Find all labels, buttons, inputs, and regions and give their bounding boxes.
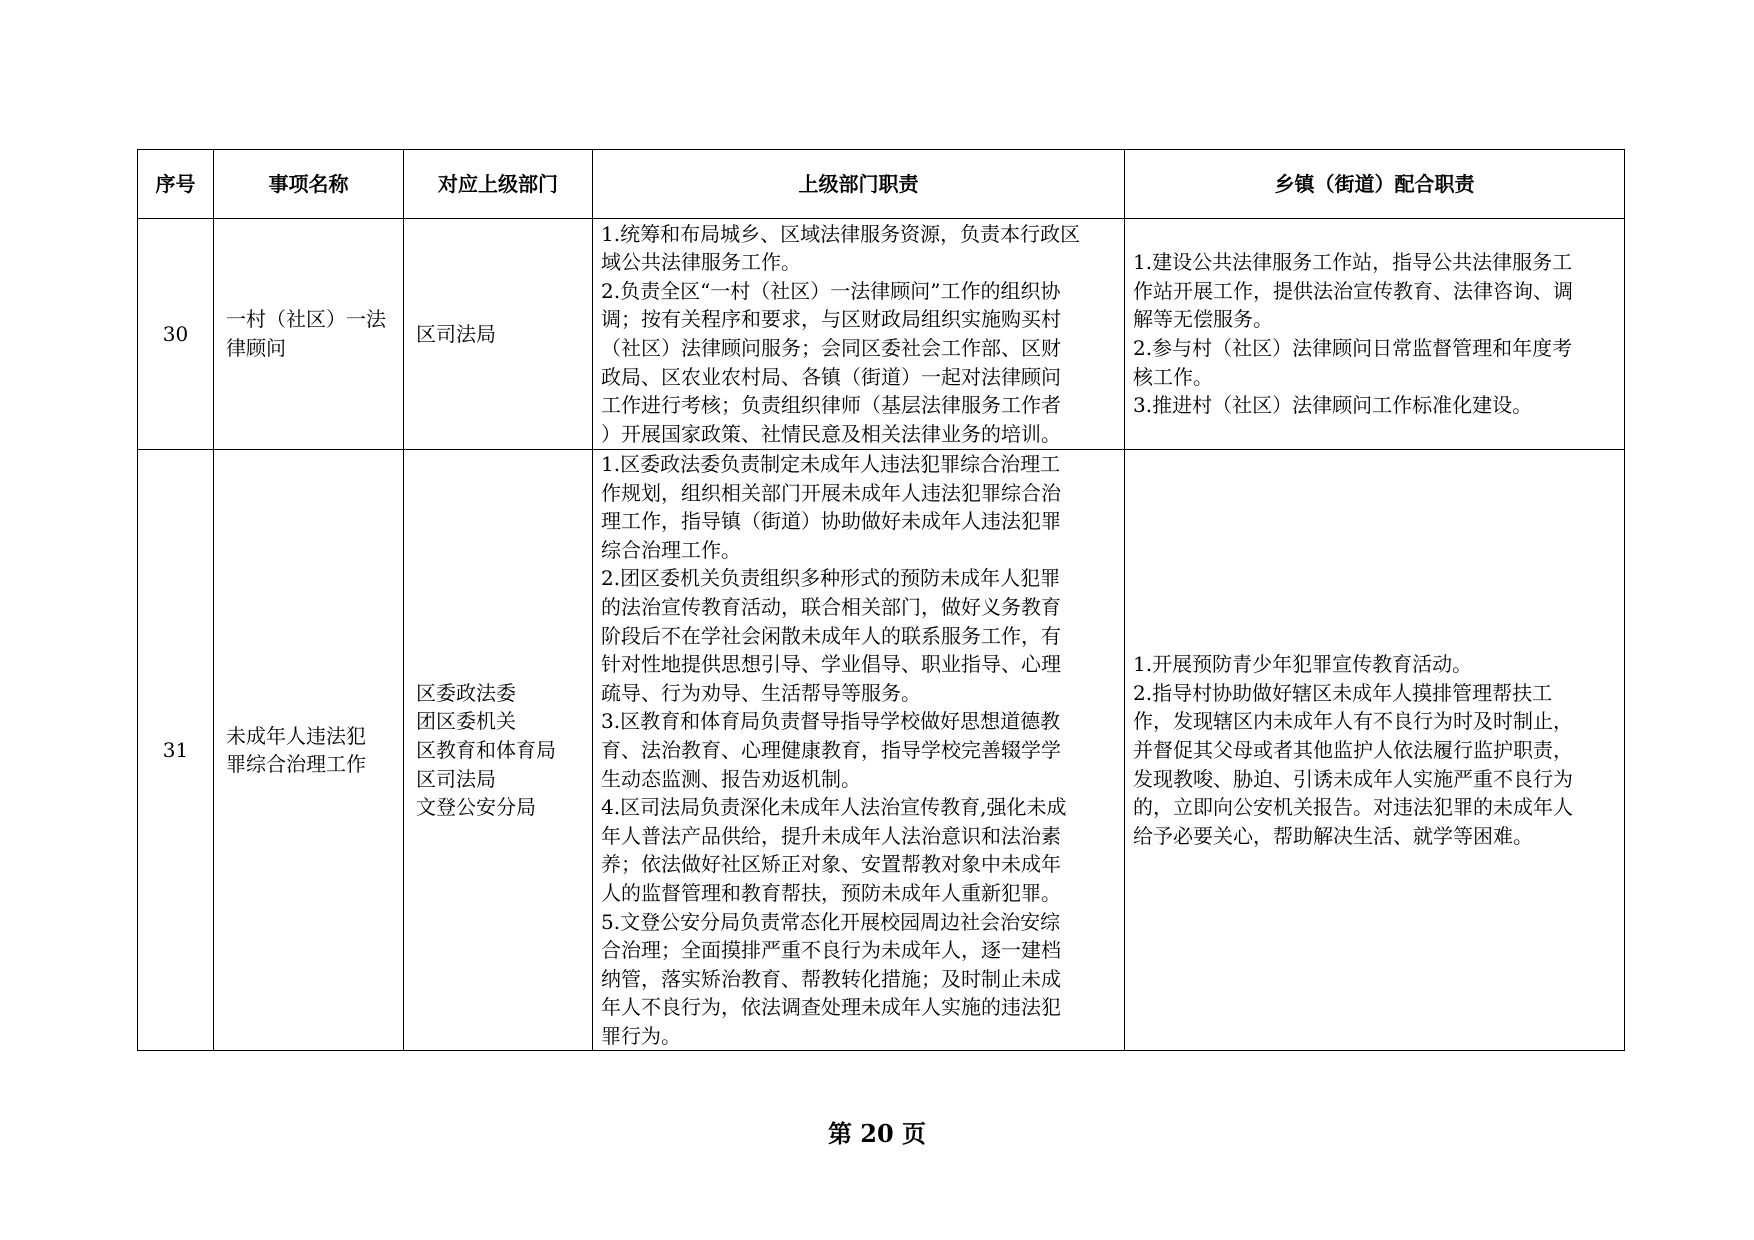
- page-number: 第 20 页: [827, 1119, 927, 1148]
- text-line: 给予必要关心，帮助解决生活、就学等困难。: [1133, 823, 1533, 848]
- text-line: 并督促其父母或者其他监护人依法履行监护职责，: [1133, 737, 1573, 762]
- text-line: 疏导、行为劝导、生活帮导等服务。: [601, 680, 921, 705]
- table-row: [138, 219, 1625, 450]
- text-line: 律顾问: [226, 336, 286, 360]
- table-header-row: [138, 150, 1625, 219]
- text-line: 2.参与村（社区）法律顾问日常监督管理和年度考: [1133, 336, 1573, 360]
- row-town-cooperation-duties: [1125, 219, 1625, 450]
- text-line: 人的监督管理和教育帮扶，预防未成年人重新犯罪。: [601, 880, 1061, 905]
- row-superior-department: [404, 219, 593, 450]
- text-line: 作规划，组织相关部门开展未成年人违法犯罪综合治: [601, 480, 1061, 505]
- text-line: 作，发现辖区内未成年人有不良行为时及时制止，: [1133, 709, 1573, 734]
- text-line: 合治理；全面摸排严重不良行为未成年人，逐一建档: [601, 938, 1061, 963]
- text-line: 解等无偿服务。: [1133, 307, 1273, 332]
- text-line: 纳管，落实矫治教育、帮教转化措施；及时制止未成: [601, 966, 1061, 991]
- text-line: ）开展国家政策、社情民意及相关法律业务的培训。: [601, 421, 1061, 446]
- header-town-cooperation-duties: 乡镇（街道）配合职责: [1125, 150, 1625, 219]
- text-line: 作站开展工作，提供法治宣传教育、法律咨询、调: [1133, 278, 1573, 303]
- text-line: 阶段后不在学社会闲散未成年人的联系服务工作，有: [601, 623, 1061, 648]
- text-line: （社区）法律顾问服务；会同区委社会工作部、区财: [601, 336, 1061, 360]
- text-line: 育、法治教育、心理健康教育，指导学校完善辍学学: [601, 737, 1061, 762]
- row-town-cooperation-duties: [1125, 450, 1625, 1051]
- row-serial-number: 30: [138, 219, 214, 450]
- text-line: 1.建设公共法律服务工作站，指导公共法律服务工: [1133, 250, 1573, 275]
- text-line: 域公共法律服务工作。: [601, 250, 801, 275]
- row-item-name: [214, 219, 404, 450]
- row-serial-number: 31: [138, 450, 214, 1051]
- text-line: 的，立即向公安机关报告。对违法犯罪的未成年人: [1133, 795, 1573, 820]
- text-line: 1.开展预防青少年犯罪宣传教育活动。: [1133, 652, 1473, 677]
- header-superior-duties: 上级部门职责: [593, 150, 1125, 219]
- text-line: 2.指导村协助做好辖区未成年人摸排管理帮扶工: [1133, 680, 1553, 705]
- text-line: 核工作。: [1133, 364, 1213, 389]
- text-line: 综合治理工作。: [601, 537, 741, 562]
- text-line: 4.区司法局负责深化未成年人法治宣传教育,强化未成: [601, 795, 1067, 820]
- text-line: 罪综合治理工作: [226, 752, 366, 777]
- text-line: 一村（社区）一法: [226, 307, 386, 332]
- header-item-name: 事项名称: [214, 150, 404, 219]
- text-line: 2.负责全区“一村（社区）一法律顾问”工作的组织协: [601, 278, 1061, 303]
- text-line: 未成年人违法犯: [226, 723, 366, 748]
- duty-table: [137, 149, 1625, 1051]
- row-item-name: [214, 450, 404, 1051]
- row-superior-duties: [593, 219, 1125, 450]
- text-line: 年人不良行为，依法调查处理未成年人实施的违法犯: [601, 995, 1061, 1020]
- text-line: 5.文登公安分局负责常态化开展校园周边社会治安综: [601, 909, 1061, 934]
- text-line: 1.区委政法委负责制定未成年人违法犯罪综合治理工: [601, 452, 1061, 476]
- text-line: 区委政法委: [416, 680, 516, 705]
- text-line: 的法治宣传教育活动，联合相关部门，做好义务教育: [601, 594, 1061, 619]
- text-line: 针对性地提供思想引导、学业倡导、职业指导、心理: [601, 652, 1061, 677]
- text-line: 调；按有关程序和要求，与区财政局组织实施购买村: [601, 307, 1061, 332]
- header-serial-number: 序号: [138, 150, 214, 219]
- text-line: 区教育和体育局: [416, 737, 556, 762]
- text-line: 团区委机关: [416, 709, 516, 734]
- text-line: 2.团区委机关负责组织多种形式的预防未成年人犯罪: [601, 566, 1061, 591]
- text-line: 理工作，指导镇（街道）协助做好未成年人违法犯罪: [601, 509, 1061, 534]
- text-line: 工作进行考核；负责组织律师（基层法律服务工作者: [601, 393, 1061, 418]
- row-superior-department: [404, 450, 593, 1051]
- text-line: 区司法局: [416, 766, 496, 791]
- table-row: [138, 450, 1625, 1051]
- text-line: 1.统筹和布局城乡、区域法律服务资源，负责本行政区: [601, 221, 1081, 246]
- text-line: 区司法局: [416, 321, 496, 346]
- text-line: 3.推进村（社区）法律顾问工作标准化建设。: [1133, 393, 1533, 418]
- header-superior-department: 对应上级部门: [404, 150, 593, 219]
- text-line: 3.区教育和体育局负责督导指导学校做好思想道德教: [601, 709, 1061, 734]
- text-line: 养；依法做好社区矫正对象、安置帮教对象中未成年: [601, 852, 1061, 877]
- text-line: 罪行为。: [601, 1023, 681, 1048]
- row-superior-duties: [593, 450, 1125, 1051]
- text-line: 发现教唆、胁迫、引诱未成年人实施严重不良行为: [1133, 766, 1573, 791]
- text-line: 政局、区农业农村局、各镇（街道）一起对法律顾问: [601, 364, 1061, 389]
- text-line: 年人普法产品供给，提升未成年人法治意识和法治素: [601, 823, 1061, 848]
- text-line: 生动态监测、报告劝返机制。: [601, 766, 861, 791]
- text-line: 文登公安分局: [416, 795, 536, 820]
